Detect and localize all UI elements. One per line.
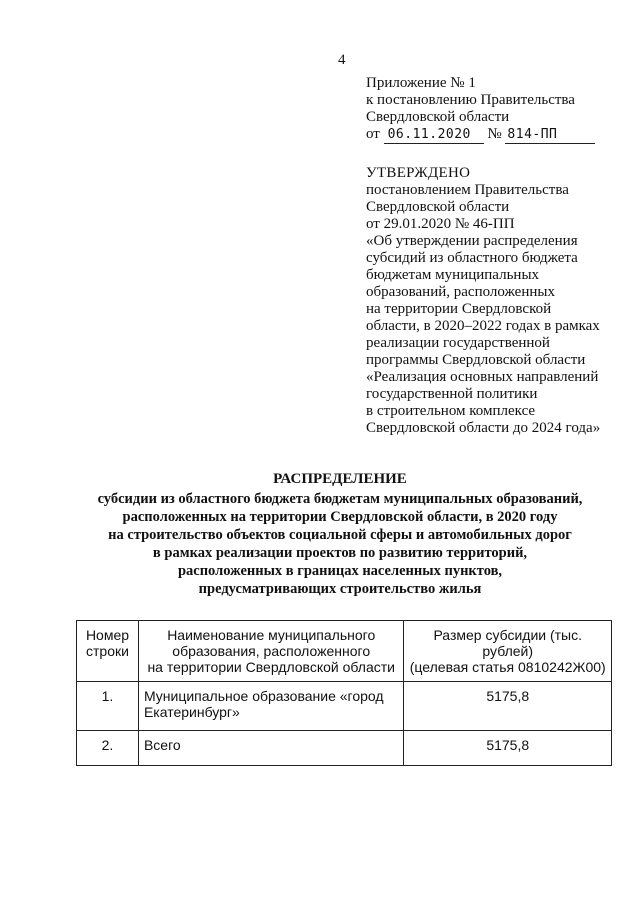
municipality-name bbox=[138, 731, 404, 766]
heading-line: в рамках реализации проектов по развитию территорий, bbox=[152, 545, 528, 561]
header-text: Наименование муниципального bbox=[167, 627, 376, 643]
page-number: 4 bbox=[338, 52, 346, 68]
row-number: 2. bbox=[77, 731, 139, 766]
heading-line: предусматривающих строительство жилья bbox=[198, 581, 482, 597]
cell-text: Екатеринбург» bbox=[143, 704, 240, 720]
header-text: (целевая статья 0810242Ж00) bbox=[409, 659, 606, 675]
approved-line: Свердловской области до 2024 года» bbox=[366, 420, 601, 436]
cell-text: Муниципальное образование «город bbox=[143, 688, 384, 704]
header-text: образования, расположенного bbox=[172, 643, 371, 659]
heading-line: субсидии из областного бюджета бюджетам муниципальных образований, bbox=[97, 491, 583, 507]
appendix-block bbox=[366, 75, 595, 144]
appendix-title: Приложение № 1 bbox=[366, 75, 476, 91]
approved-line: программы Свердловской области bbox=[366, 352, 586, 368]
appendix-line: Свердловской области bbox=[366, 109, 510, 125]
distribution-table bbox=[76, 620, 612, 766]
approved-line: бюджетам муниципальных bbox=[366, 267, 540, 283]
approved-line: субсидий из областного бюджета bbox=[366, 250, 578, 266]
approved-title: УТВЕРЖДЕНО bbox=[366, 165, 471, 181]
approved-line: в строительном комплексе bbox=[366, 403, 536, 419]
approved-line: «Об утверждении распределения bbox=[366, 233, 578, 249]
row-number: 1. bbox=[77, 682, 139, 731]
subsidy-amount: 5175,8 bbox=[404, 682, 612, 731]
approved-line: образований, расположенных bbox=[366, 284, 555, 300]
heading-title: РАСПРЕДЕЛЕНИЕ bbox=[273, 471, 407, 487]
header-subsidy-amount bbox=[404, 621, 612, 682]
header-municipality bbox=[138, 621, 404, 682]
approved-block bbox=[366, 165, 600, 437]
header-text: строки bbox=[86, 643, 129, 659]
table-row bbox=[77, 731, 612, 766]
number-value: 814-ПП bbox=[505, 126, 595, 144]
header-row-number bbox=[77, 621, 139, 682]
cell-text: Всего bbox=[143, 737, 181, 753]
heading-line: расположенных в границах населенных пунктов, bbox=[177, 563, 503, 579]
table-row bbox=[77, 682, 612, 731]
appendix-reference bbox=[366, 126, 595, 144]
date-prefix: от bbox=[366, 126, 380, 142]
approved-line: Свердловской области bbox=[366, 199, 510, 215]
approved-line: государственной политики bbox=[366, 386, 538, 402]
approved-line: области, в 2020–2022 годах в рамках bbox=[366, 318, 600, 334]
header-text: Номер bbox=[85, 627, 130, 643]
approved-line: постановлением Правительства bbox=[366, 182, 569, 198]
approved-line: на территории Свердловской bbox=[366, 301, 552, 317]
approved-line: реализации государственной bbox=[366, 335, 550, 351]
document-heading bbox=[60, 470, 620, 598]
header-text: на территории Свердловской области bbox=[147, 659, 395, 675]
heading-line: расположенных на территории Свердловской области, в 2020 году bbox=[122, 509, 558, 525]
number-prefix: № bbox=[487, 126, 502, 142]
date-value: 06.11.2020 bbox=[384, 126, 484, 144]
approved-line: от 29.01.2020 № 46-ПП bbox=[366, 216, 515, 232]
table-header-row bbox=[77, 621, 612, 682]
heading-line: на строительство объектов социальной сферы и автомобильных дорог bbox=[108, 527, 572, 543]
header-text: Размер субсидии (тыс. рублей) bbox=[433, 627, 583, 659]
subsidy-amount: 5175,8 bbox=[404, 731, 612, 766]
municipality-name bbox=[138, 682, 404, 731]
appendix-line: к постановлению Правительства bbox=[366, 92, 575, 108]
approved-line: «Реализация основных направлений bbox=[366, 369, 599, 385]
